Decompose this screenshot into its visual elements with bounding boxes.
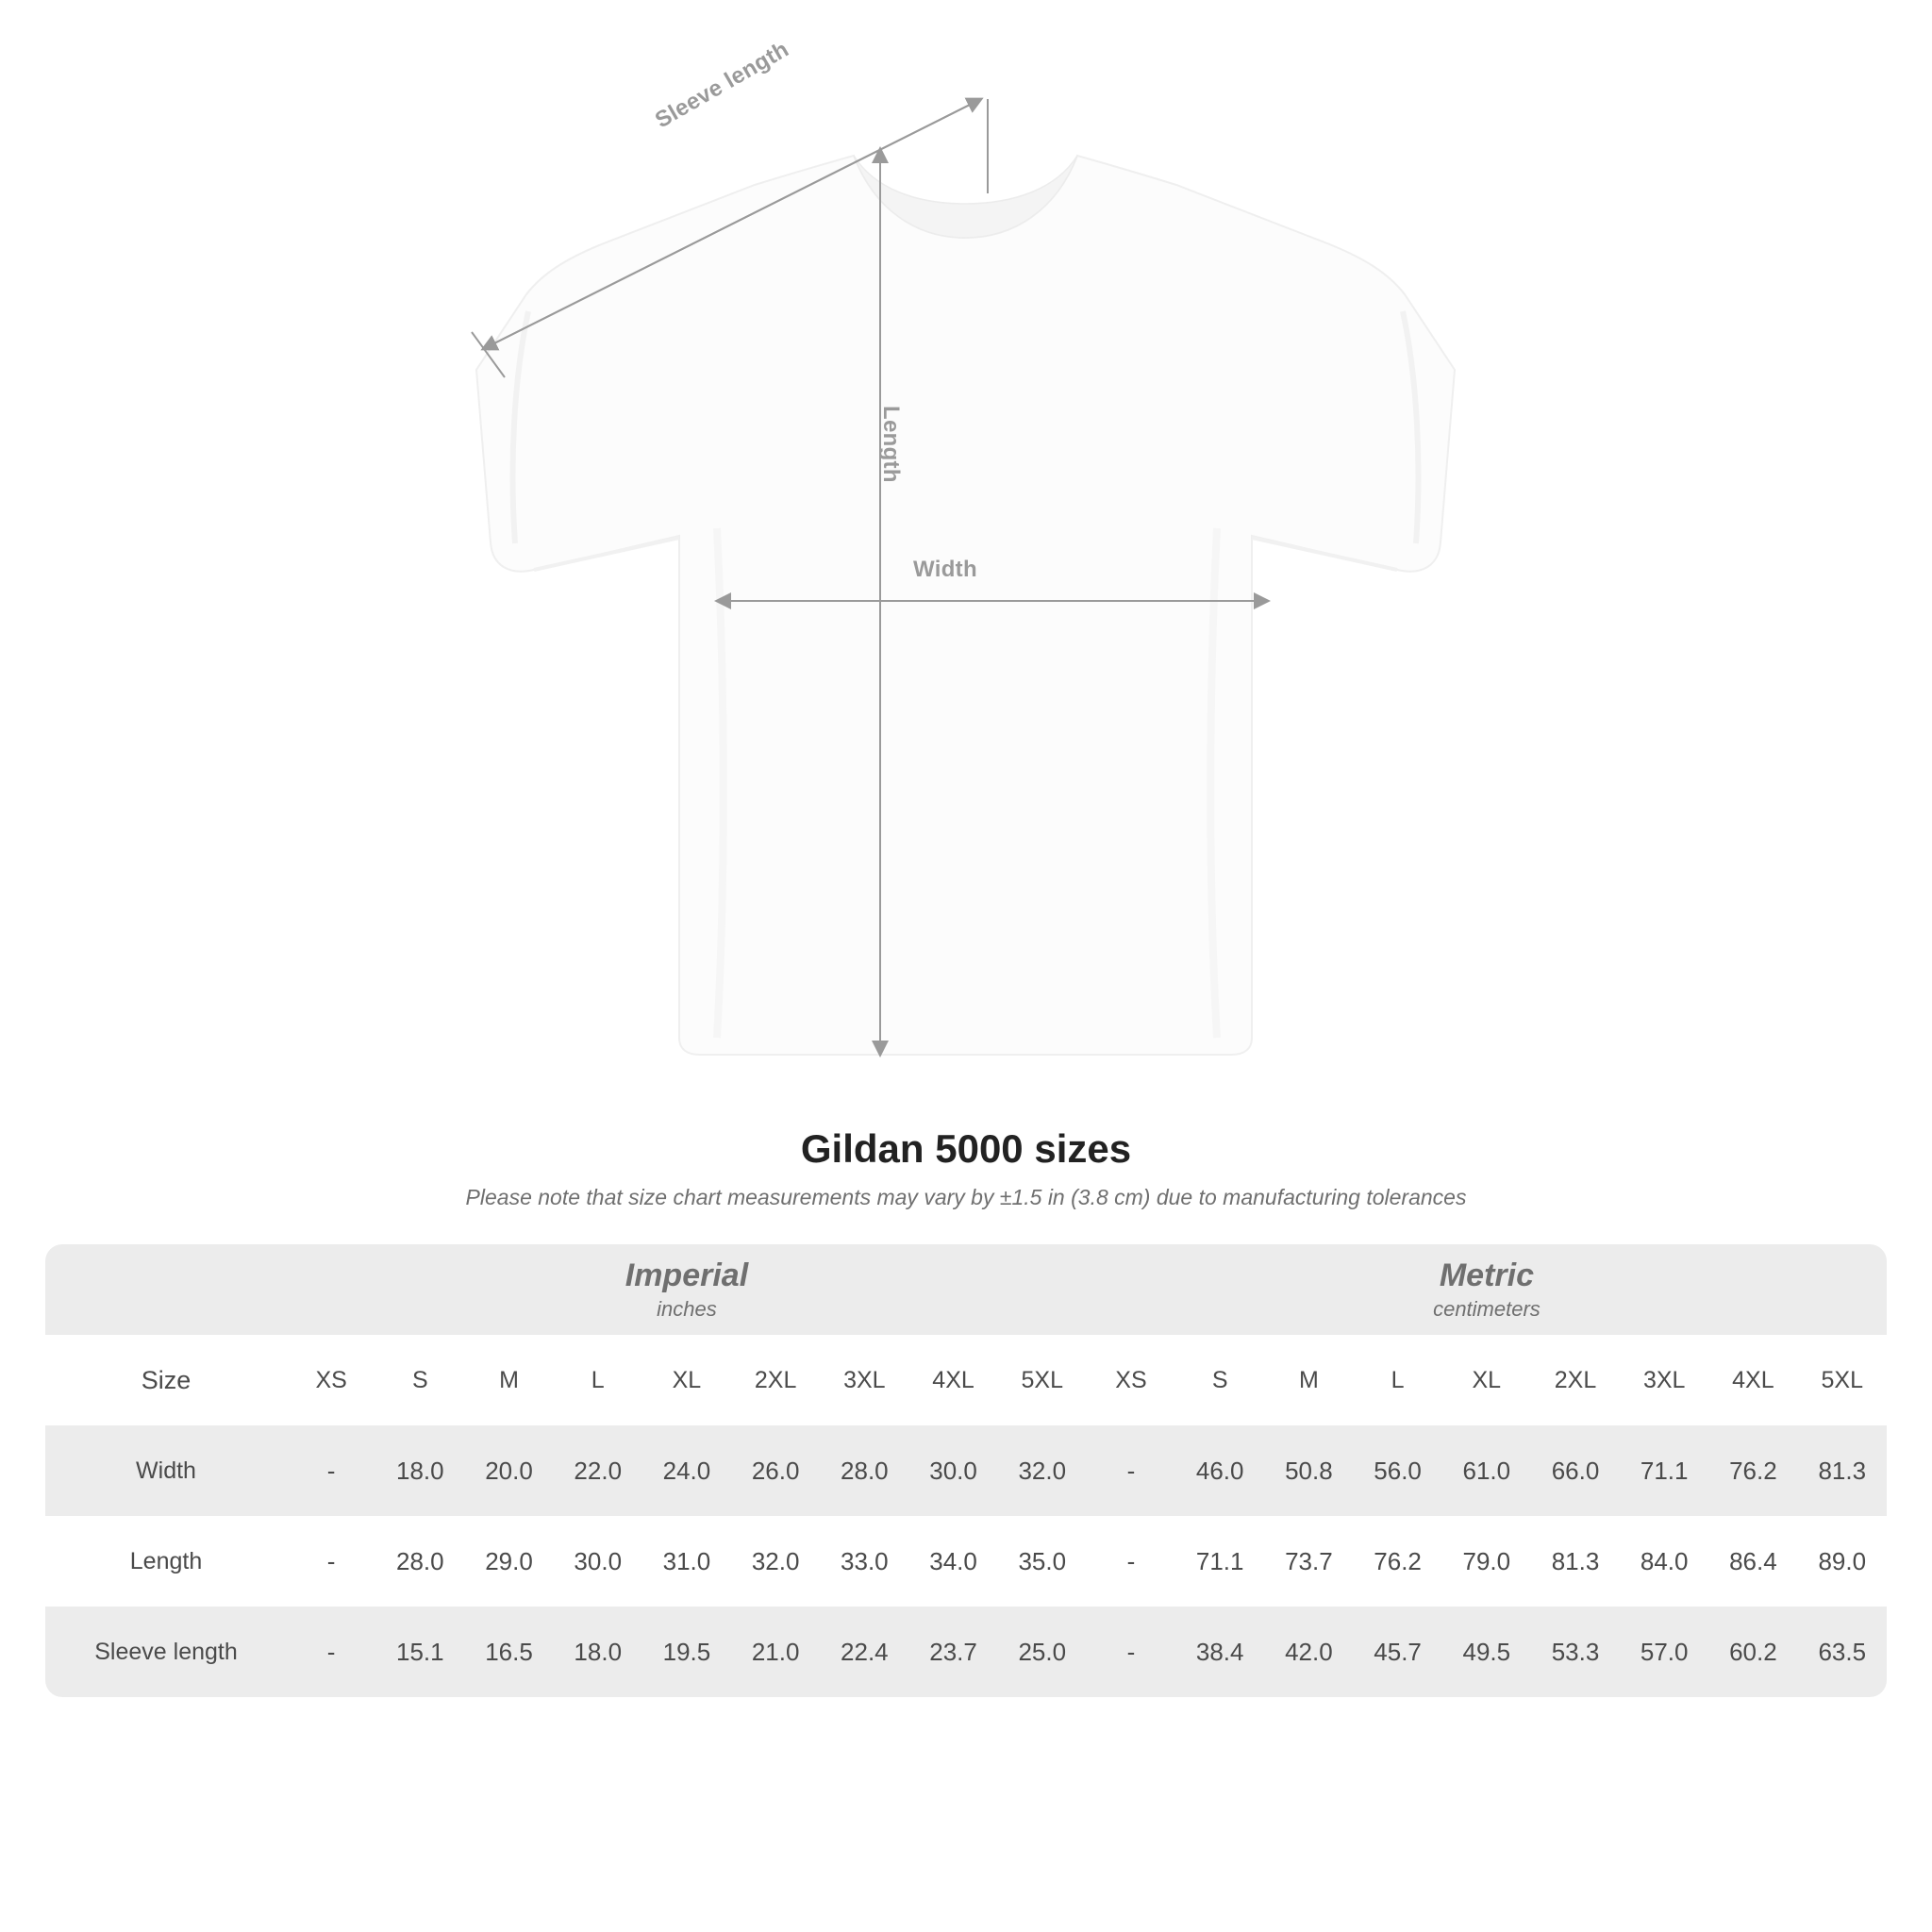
size-table	[45, 1244, 1887, 1697]
row-label-length: Length	[45, 1516, 287, 1607]
width-imperial-4xl: 30.0	[908, 1425, 997, 1516]
width-imperial-xs: -	[287, 1425, 375, 1516]
sleeve-imperial-xl: 19.5	[642, 1607, 731, 1697]
length-metric-3xl: 84.0	[1620, 1516, 1708, 1607]
sleeve-imperial-xs: -	[287, 1607, 375, 1697]
width-imperial-m: 20.0	[464, 1425, 553, 1516]
table-row	[45, 1607, 1887, 1697]
size-header-imperial-xl: XL	[642, 1335, 731, 1425]
sleeve-imperial-4xl: 23.7	[908, 1607, 997, 1697]
table-row	[45, 1516, 1887, 1607]
row-label-sleeve-length: Sleeve length	[45, 1607, 287, 1697]
width-imperial-xl: 24.0	[642, 1425, 731, 1516]
length-metric-xl: 79.0	[1442, 1516, 1531, 1607]
size-header-imperial-4xl: 4XL	[908, 1335, 997, 1425]
length-imperial-s: 28.0	[375, 1516, 464, 1607]
length-metric-2xl: 81.3	[1531, 1516, 1620, 1607]
width-imperial-5xl: 32.0	[998, 1425, 1087, 1516]
width-label: Width	[913, 557, 977, 582]
length-imperial-xs: -	[287, 1516, 375, 1607]
unit-header-row	[45, 1244, 1887, 1335]
sleeve-imperial-2xl: 21.0	[731, 1607, 820, 1697]
length-metric-s: 71.1	[1175, 1516, 1264, 1607]
size-header-metric-xs: XS	[1087, 1335, 1175, 1425]
sleeve-metric-2xl: 53.3	[1531, 1607, 1620, 1697]
sleeve-length-label: Sleeve length	[651, 36, 793, 134]
width-metric-3xl: 71.1	[1620, 1425, 1708, 1516]
size-header-metric-xl: XL	[1442, 1335, 1531, 1425]
width-imperial-2xl: 26.0	[731, 1425, 820, 1516]
length-imperial-m: 29.0	[464, 1516, 553, 1607]
width-imperial-3xl: 28.0	[820, 1425, 908, 1516]
sleeve-imperial-5xl: 25.0	[998, 1607, 1087, 1697]
length-imperial-4xl: 34.0	[908, 1516, 997, 1607]
size-table-wrapper	[45, 1244, 1887, 1697]
width-metric-s: 46.0	[1175, 1425, 1264, 1516]
sleeve-metric-xl: 49.5	[1442, 1607, 1531, 1697]
size-header-metric-l: L	[1353, 1335, 1441, 1425]
length-label: Length	[878, 406, 904, 483]
unit-sub-imperial: inches	[657, 1296, 717, 1321]
width-metric-2xl: 66.0	[1531, 1425, 1620, 1516]
length-metric-m: 73.7	[1264, 1516, 1353, 1607]
size-header-metric-3xl: 3XL	[1620, 1335, 1708, 1425]
sleeve-metric-m: 42.0	[1264, 1607, 1353, 1697]
table-row	[45, 1425, 1887, 1516]
length-metric-5xl: 89.0	[1798, 1516, 1888, 1607]
size-header-imperial-l: L	[554, 1335, 642, 1425]
row-label-width: Width	[45, 1425, 287, 1516]
size-header-row	[45, 1335, 1887, 1425]
size-header-imperial-xs: XS	[287, 1335, 375, 1425]
sleeve-imperial-s: 15.1	[375, 1607, 464, 1697]
unit-name-imperial: Imperial	[625, 1257, 749, 1294]
title-block	[0, 1126, 1932, 1210]
size-header-imperial-s: S	[375, 1335, 464, 1425]
width-imperial-s: 18.0	[375, 1425, 464, 1516]
length-metric-l: 76.2	[1353, 1516, 1441, 1607]
width-metric-5xl: 81.3	[1798, 1425, 1888, 1516]
length-imperial-2xl: 32.0	[731, 1516, 820, 1607]
unit-name-metric: Metric	[1439, 1257, 1534, 1294]
width-metric-l: 56.0	[1353, 1425, 1441, 1516]
length-imperial-xl: 31.0	[642, 1516, 731, 1607]
length-metric-4xl: 86.4	[1708, 1516, 1797, 1607]
size-header-imperial-m: M	[464, 1335, 553, 1425]
sleeve-metric-xs: -	[1087, 1607, 1175, 1697]
sleeve-metric-l: 45.7	[1353, 1607, 1441, 1697]
size-header-metric-4xl: 4XL	[1708, 1335, 1797, 1425]
size-header-metric-5xl: 5XL	[1798, 1335, 1888, 1425]
size-header-metric-m: M	[1264, 1335, 1353, 1425]
sleeve-metric-3xl: 57.0	[1620, 1607, 1708, 1697]
sleeve-metric-5xl: 63.5	[1798, 1607, 1888, 1697]
size-header-imperial-2xl: 2XL	[731, 1335, 820, 1425]
size-header-imperial-5xl: 5XL	[998, 1335, 1087, 1425]
sleeve-imperial-m: 16.5	[464, 1607, 553, 1697]
length-imperial-5xl: 35.0	[998, 1516, 1087, 1607]
page-title: Gildan 5000 sizes	[800, 1126, 1132, 1171]
width-metric-xs: -	[1087, 1425, 1175, 1516]
width-metric-4xl: 76.2	[1708, 1425, 1797, 1516]
length-imperial-l: 30.0	[554, 1516, 642, 1607]
size-header-label: Size	[45, 1335, 287, 1425]
sleeve-imperial-l: 18.0	[554, 1607, 642, 1697]
length-imperial-3xl: 33.0	[820, 1516, 908, 1607]
unit-sub-metric: centimeters	[1433, 1296, 1541, 1321]
sleeve-imperial-3xl: 22.4	[820, 1607, 908, 1697]
size-header-metric-2xl: 2XL	[1531, 1335, 1620, 1425]
unit-header-metric	[1087, 1244, 1887, 1335]
width-imperial-l: 22.0	[554, 1425, 642, 1516]
width-metric-m: 50.8	[1264, 1425, 1353, 1516]
sleeve-metric-4xl: 60.2	[1708, 1607, 1797, 1697]
size-header-metric-s: S	[1175, 1335, 1264, 1425]
unit-header-imperial	[287, 1244, 1087, 1335]
tolerance-note: Please note that size chart measurements may vary by ±1.5 in (3.8 cm) due to manufacturing tolerances	[465, 1185, 1467, 1209]
width-metric-xl: 61.0	[1442, 1425, 1531, 1516]
sleeve-metric-s: 38.4	[1175, 1607, 1264, 1697]
size-header-imperial-3xl: 3XL	[820, 1335, 908, 1425]
length-metric-xs: -	[1087, 1516, 1175, 1607]
unit-header-spacer	[45, 1244, 287, 1335]
